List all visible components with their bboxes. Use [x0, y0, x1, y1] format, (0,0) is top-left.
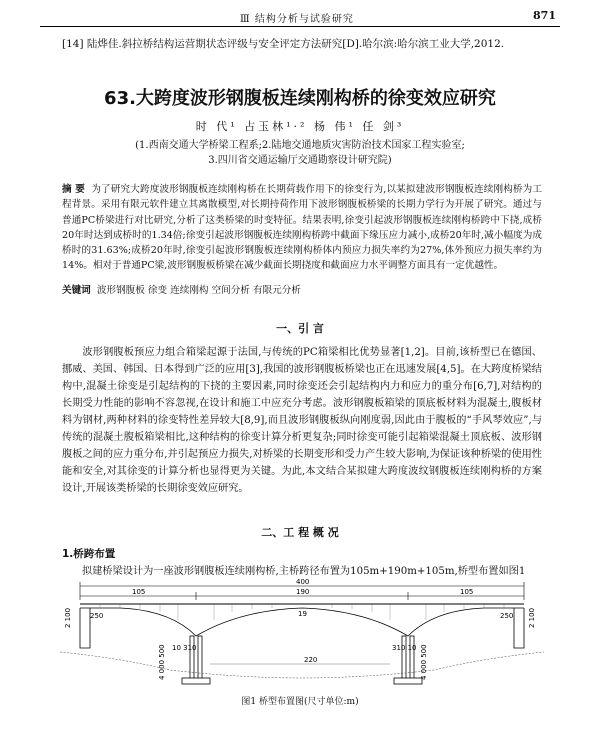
- dim-mid-mark: 220: [304, 656, 318, 664]
- dim-span-mid: 190: [296, 588, 310, 596]
- dim-h-right: 2 100: [528, 607, 536, 628]
- affiliation-line-2: 3.四川省交通运输厅交通勘察设计研究院): [208, 155, 392, 166]
- subsection-heading-span: 1.桥跨布置: [62, 548, 116, 560]
- affiliation-line-1: (1.西南交通大学桥梁工程系;2.陆地交通地质灾害防治技术国家工程实验室;: [135, 140, 465, 151]
- pier-2b: [410, 636, 414, 680]
- dim-pier-right: 310 10: [392, 644, 417, 652]
- figure-caption: 图1 桥型布置图(尺寸单位:m): [241, 697, 359, 707]
- pier-1b: [198, 636, 202, 680]
- section-heading-intro: 一、引 言: [276, 322, 324, 335]
- pier-2a: [402, 636, 406, 680]
- section-heading-overview: 二、工 程 概 况: [261, 526, 339, 539]
- authors: 时 代¹ 占玉林¹·² 杨 伟¹ 任 剑³: [195, 120, 405, 133]
- intro-paragraph: 波形钢腹板预应力组合箱梁起源于法国,与传统的PC箱梁相比优势显著[1,2]。目前,该桥型已在德国、挪威、美国、韩国、日本得到广泛的应用[3],我国的波形钢腹板桥梁也正在迅速发展[4,5]。在大跨度桥梁结构中,混凝土徐变是引起结构的下挠的主要因素,同时徐变还会引起结构内力和应力的重分布[6,7],对结构的长期受力性能的影响不容忽视,在设计和施工中应充分考虑。波形钢腹板箱梁的顶底板材料为混凝土,腹板材料为钢材,两种材料的徐变特性差异较大[8,9],而且波形钢腹板纵向刚度弱,因此由于腹板的“手风琴效应”,与传统的混凝土腹板箱梁相比,这种结构的徐变计算分析更复杂;同时徐变可能引起箱梁混凝土顶底板、波形钢腹板之间的应力重分布,并引起预应力损失,对桥梁的长期变形和受力产生较大影响,为保证该种桥梁的使用性能和安全,对其徐变的计算分析也显得更为关键。为此,本文结合某拟建大跨度波纹钢腹板连续刚构桥的方案设计,开展该类桥梁的长期徐变效应研究。: [62, 347, 542, 494]
- dim-seg-total: 19: [298, 610, 307, 618]
- abutment-left: [80, 608, 90, 648]
- pier-1a: [190, 636, 194, 680]
- keywords: [62, 282, 301, 296]
- span-layout-text: 拟建桥梁设计为一座波形钢腹板连续刚构桥,主桥跨径布置为105m+190m+105m,桥型布置如图1: [82, 566, 526, 577]
- footing-2: [394, 678, 422, 684]
- ground-line: [60, 652, 544, 678]
- dim-small-right: 250: [500, 612, 514, 620]
- keywords-label: 关键词: [62, 285, 91, 296]
- abstract-text: 为了研究大跨度波形钢腹板连续刚构桥在长期荷载作用下的徐变行为,以某拟建波形钢腹板连续刚构桥为工程背景。采用有限元软件建立其离散模型,对长期持荷作用下波形钢腹板桥梁的长期力学行为开展了研究。通过与普通PC桥梁进行对比研究,分析了这类桥梁的时变特征。结果表明,徐变引起波形钢腹板连续刚构桥跨中下挠,成桥20年时达到成桥时的1.34倍;徐变引起波形钢腹板连续刚构桥跨中截面下缘压应力减小,成桥20年时,减小幅度为成桥时的31.63%;成桥20年时,徐变引起波形钢腹板连续刚构桥体内预应力损失率约为27%,体外预应力损失率约为14%。相对于普通PC梁,波形钢腹板桥梁在减少截面长期挠度和截面应力水平调整方面具有一定优越性。: [62, 184, 542, 272]
- paper-title: 63.大跨度波形钢腹板连续刚构桥的徐变效应研究: [104, 88, 496, 109]
- dim-total: 400: [296, 578, 310, 586]
- page-number: 871: [533, 9, 556, 22]
- keywords-text: 波形钢腹板 徐变 连续刚构 空间分析 有限元分析: [96, 285, 301, 296]
- dim-h-left: 2 100: [64, 607, 72, 628]
- abutment-right: [514, 608, 524, 648]
- dim-small-left: 250: [90, 612, 104, 620]
- header-section: Ⅲ 结构分析与试验研究: [240, 14, 354, 25]
- dim-elev-left: 4 000 500: [158, 644, 166, 680]
- dim-span-right: 105: [460, 588, 474, 596]
- reference-14: [14] 陆烨佳.斜拉桥结构运营期状态评级与安全评定方法研究[D].哈尔滨:哈尔滨工业大学,2012.: [62, 38, 505, 50]
- abstract-label: 摘 要: [62, 184, 85, 195]
- bridge-layout-figure: [60, 578, 544, 690]
- dim-elev-right: 4 000 500: [420, 644, 428, 680]
- footing-1: [182, 678, 210, 684]
- running-header: [40, 8, 560, 27]
- dim-span-left: 105: [132, 588, 146, 596]
- dim-pier-left: 10 310: [172, 644, 197, 652]
- abstract: [62, 182, 542, 274]
